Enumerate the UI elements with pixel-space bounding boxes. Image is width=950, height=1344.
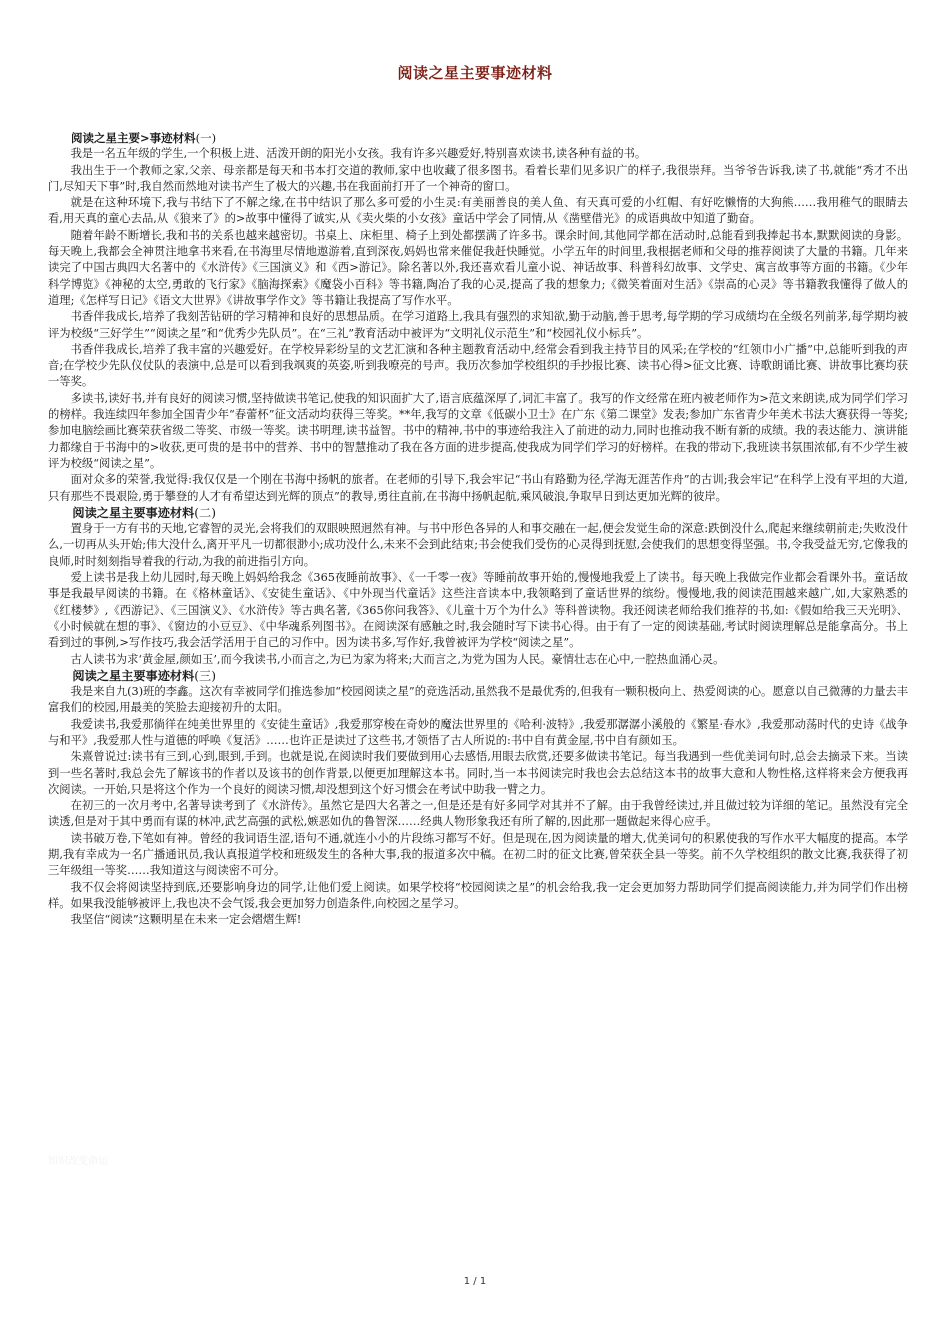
paragraph: 随着年龄不断增长,我和书的关系也越来越密切。书桌上、床柜里、椅子上到处都摆满了许多书。课余时间,其他同学都在活动时,总能看到我捧起书本,默默阅读的身影。每天晚上,我都会全神贯注地拿书来看,在书海里尽情地遨游着,直到深夜,妈妈也常来催促我赶快睡觉。小学五年的时间里,我根据老师和父母的推荐阅读了大量的书籍。几年来读完了中国古典四大名著中的《水浒传》《三国演义》和《西>游记》。除名著以外,我还喜欢看儿童小说、神话故事、科普科幻故事、文学史、寓言故事等方面的书籍。《少年科学博览》《神秘的太空,勇敢的飞行家》《脑海探索》《魔袋小百科》等书籍,陶冶了我的心灵,提高了我的想象力;《微笑着面对生活》《崇高的心灵》等书籍教我懂得了做人的道理;《怎样写日记》《语文大世界》《讲故事学作文》等书籍让我提高了写作水平。 [48, 228, 908, 307]
paragraph: 书香伴我成长,培养了我丰富的兴趣爱好。在学校异彩纷呈的文艺汇演和各种主题教育活动中,经常会看到我主持节目的风采;在学校的“红领巾小广播”中,总能听到我的声音;在学校少先队仪仗队的表演中,总是可以看到我飒爽的英姿,听到我嘹亮的号声。我历次参加学校组织的手抄报比赛、读书心得>征文比赛、诗歌朗诵比赛、讲故事比赛均获一等奖。 [48, 342, 908, 389]
paragraph: 古人读书为求‘黄金屋,颜如玉’,而今我读书,小而言之,为已为家为将来;大而言之,为党为国为人民。豪情壮志在心中,一腔热血涌心灵。 [70, 652, 725, 666]
paragraph: 多读书,读好书,并有良好的阅读习惯,坚持做读书笔记,使我的知识面扩大了,语言底蕴深厚了,词汇丰富了。我写的作文经常在班内被老师作为>范文来朗读,成为同学们学习的榜样。我连续四年参加全国青少年“春蕾杯”征文活动均获得三等奖。**年,我写的文章《低碳小卫士》在广东《第二课堂》发表;参加广东省青少年美术书法大赛获得一等奖;参加电脑绘画比赛荣获省级二等奖、市级一等奖。读书明理,读书益智。书中的精神,书中的事迹给我注入了前进的动力,同时也推动我不断有新的成绩。我的表达能力、演讲能力都缘自于书海中的>收获,更可贵的是书中的营养、书中的智慧推动了我在各方面的进步提高,使我成为同学们学习的好榜样。在我的带动下,我班读书氛围浓郁,有不少学生被评为校级“阅读之星”。 [48, 391, 908, 470]
paragraph: 我是一名五年级的学生,一个积极上进、活泼开朗的阳光小女孩。我有许多兴趣爱好,特别喜欢读书,读各种有益的书。 [70, 147, 647, 161]
paragraph: 我是来自九(3)班的李鑫。这次有幸被同学们推选参加“校园阅读之星”的竞选活动,虽然我不是最优秀的,但我有一颗积极向上、热爱阅读的心。愿意以自己微薄的力量去丰富我们的校园,用最美的笑脸去迎接初升的太阳。 [48, 685, 908, 715]
section-number: (三) [194, 668, 216, 683]
paragraph: 置身于一方有书的天地,它睿智的灵光,会将我们的双眼映照迥然有神。与书中形色各异的人和事交融在一起,便会发觉生命的深意:跌倒没什么,爬起来继续朝前走;失败没什么,一切再从头开始;伟大没什么,离开平凡一切都很渺小;成功没什么,未来不会到此结束;书会使我们受伤的心灵得到抚慰,会使我们的思想变得坚强。书,令我受益无穷,它像我的良师,时时刻刻指导着我的行动,为我的前进指引方向。 [48, 522, 908, 568]
paragraph: 爱上读书是我上幼儿园时,每天晚上妈妈给我念《365夜睡前故事》、《一千零一夜》等睡前故事开始的,慢慢地我爱上了读书。每天晚上我做完作业都会看课外书。童话故事是我最早阅读的书籍。在《格林童话》、《安徒生童话》、《中外现当代童话》这些注音读本中,我领略到了童话世界的缤纷。慢慢地,我的阅读范围越来越广,如,大家熟悉的《红楼梦》,《西游记》、《三国演义》、《水浒传》等古典名著,《365你问我答》、《儿童十万个为什么》等科普读物。我还阅读老师给我们推荐的书,如:《假如给我三天光明》、《小时候就在想的事》、《窗边的小豆豆》、《中华魂系列图书》。在阅读深有感触之时,我会随时写下读书心得。由于有了一定的阅读基础,考试时阅读理解总是能拿高分。书上看到过的事例,>写作技巧,我会活学活用于自己的习作中。因为读书多,写作好,我曾被评为学校“阅读之星”。 [48, 571, 908, 650]
paragraph: 我出生于一个教师之家,父亲、母亲都是每天和书本打交道的教师,家中也收藏了很多图书。看着长辈们见多识广的样子,我很崇拜。当爷爷告诉我,读了书,就能“秀才不出门,尽知天下事”时,我自然而然地对读书产生了极大的兴趣,书在我面前打开了一个神奇的窗口。 [48, 163, 908, 193]
paragraph: 面对众多的荣誉,我觉得:我仅仅是一个刚在书海中扬帆的旅者。在老师的引导下,我会牢记“书山有路勤为径,学海无涯苦作舟”的古训;我会牢记“在科学上没有平坦的大道,只有那些不畏艰险,勇于攀登的人才有希望达到光辉的顶点”的教导,勇往直前,在书海中扬帆起航,乘风破浪,争取早日到达更加光辉的彼岸。 [48, 473, 908, 503]
section-heading-text: 阅读之星主要>事迹材料 [71, 131, 196, 145]
watermark-text: 知识改变命运 [48, 1156, 108, 1167]
document-body [48, 130, 908, 929]
paragraph: 读书破万卷,下笔如有神。曾经的我词语生涩,语句不通,就连小小的片段练习都写不好。但是现在,因为阅读量的增大,优美词句的积累使我的写作水平大幅度的提高。本学期,我有幸成为一名广播通讯员,我认真报道学校和班级发生的各种大事,我的报道多次中稿。在初二时的征文比赛,曾荣获全县一等奖。前不久学校组织的散文比赛,我获得了初三年级组一等奖……我知道这与阅读密不可分。 [48, 831, 908, 878]
paragraph: 书香伴我成长,培养了我刻苦钻研的学习精神和良好的思想品质。在学习道路上,我具有强烈的求知欲,勤于动脑,善于思考,每学期的学习成绩均在全级名列前茅,每学期均被评为校级“三好学生”“阅读之星”和“优秀少先队员”。在“三礼”教育活动中被评为“文明礼仪示范生”和“校园礼仪小标兵”。 [48, 310, 908, 340]
paragraph: 我不仅会将阅读坚持到底,还要影响身边的同学,让他们爱上阅读。如果学校将“校园阅读之星”的机会给我,我一定会更加努力帮助同学们提高阅读能力,并为同学们作出榜样。如果我没能够被评上,我也决不会气馁,我会更加努力创造条件,向校园之星学习。 [48, 880, 908, 910]
page-number: 1 / 1 [463, 1276, 487, 1287]
paragraph: 就是在这种环境下,我与书结下了不解之缘,在书中结识了那么多可爱的小生灵:有美丽善良的美人鱼、有天真可爱的小红帽、有好吃懒惰的大狗熊……我用稚气的眼睛去看,用天真的童心去品,从《狼来了》的>故事中懂得了诚实,从《卖火柴的小女孩》童话中学会了同情,从《凿壁借光》的成语典故中知道了勤奋。 [48, 196, 908, 226]
section-heading [48, 505, 908, 521]
section-number: (一) [195, 131, 217, 145]
section-heading-text: 阅读之星主要事迹材料 [72, 668, 195, 683]
section-heading [48, 668, 908, 684]
paragraph: 我爱读书,我爱那徜徉在纯美世界里的《安徒生童话》,我爱那穿梭在奇妙的魔法世界里的《哈利·波特》,我爱那潺潺小溪般的《繁星·春水》,我爱那动荡时代的史诗《战争与和平》,我爱那人性与道德的呼唤《复活》……也许正是读过了这些书,才领悟了古人所说的:书中自有黄金屋,书中自有颜如玉。 [48, 717, 908, 747]
document-title: 阅读之星主要事迹材料 [397, 64, 553, 82]
paragraph: 在初三的一次月考中,名著导读考到了《水浒传》。虽然它是四大名著之一,但是还是有好多同学对其并不了解。由于我曾经读过,并且做过较为详细的笔记。虽然没有完全读透,但是对于其中勇而有谋的林冲,武艺高强的武松,嫉恶如仇的鲁智深……经典人物形象我还有所了解的,因此那一题做起来得心应手。 [48, 799, 908, 829]
section-heading-text: 阅读之星主要事迹材料 [72, 505, 195, 520]
section-heading [48, 130, 908, 146]
paragraph: 我坚信“阅读”这颗明星在未来一定会熠熠生辉! [70, 913, 302, 927]
section-number: (二) [194, 505, 216, 520]
paragraph: 朱熹曾说过:读书有三到,心到,眼到,手到。也就是说,在阅读时我们要做到用心去感悟,用眼去欣赏,还要多做读书笔记。每当我遇到一些优美词句时,总会去摘录下来。当读到一些名著时,我总会先了解该书的作者以及该书的创作背景,以便更加理解这本书。同时,当一本书阅读完时我也会去总结这本书的故事大意和人物性格,这样将来会方便我再次阅读。一开始,只是将这个作为一个良好的阅读习惯,却没想到这个好习惯会在考试中助我一臂之力。 [48, 750, 908, 796]
